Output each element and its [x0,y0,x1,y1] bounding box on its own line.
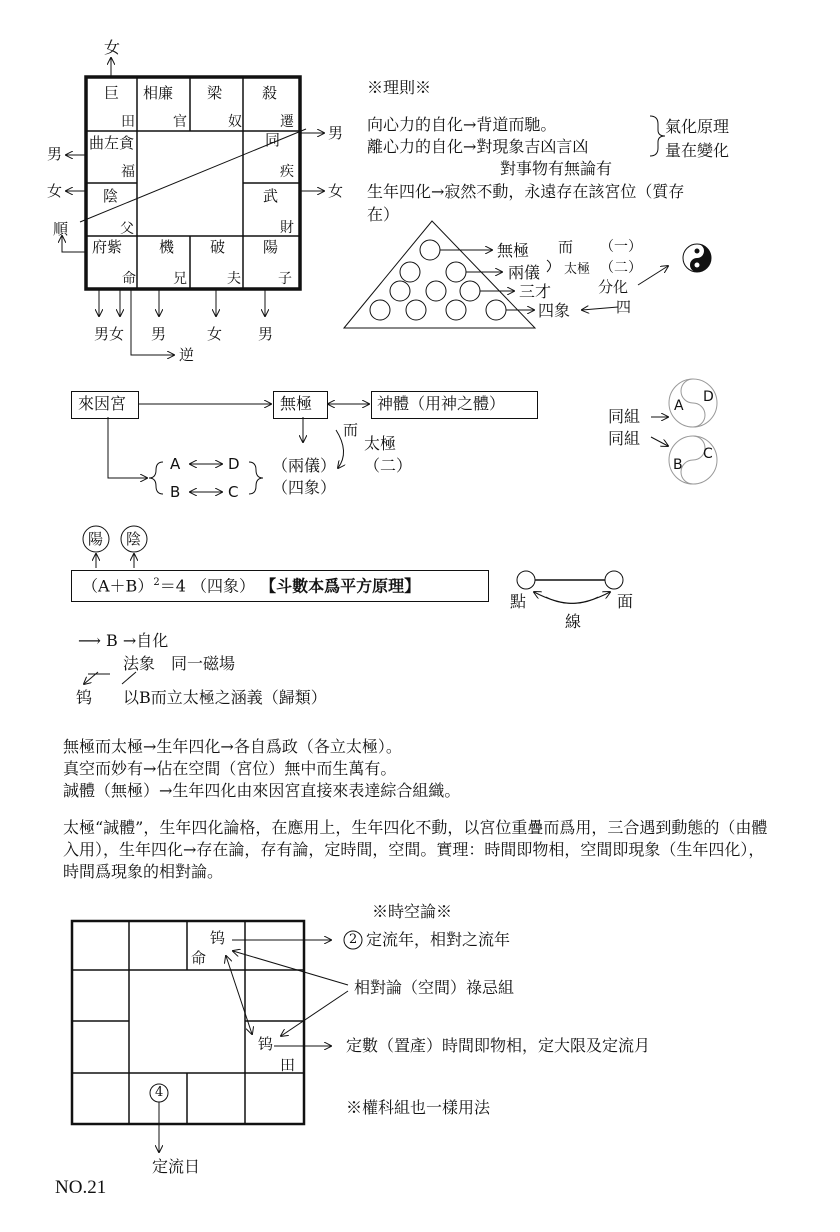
rules-line4a: 生年四化→寂然不動，永遠存在該宮位（質存 [367,182,685,201]
para-3: 誠體（無極）→生年四化由來因宮直接來表達綜合組織。 [63,781,461,800]
below-nannu: 男女 [94,325,125,343]
st-two: 2 [349,932,358,947]
tri-fenhua: 分化 [598,278,629,296]
tri-sancai: 三才 [519,282,552,301]
circle-c: C [703,446,713,462]
rules-line2: 離心力的自化→對現象吉凶言凶 [367,137,589,156]
cell-wu: 武 [263,187,279,205]
st-dingliuri: 定流日 [152,1157,201,1176]
rules-line1: 向心力的自化→背道而馳。 [367,115,557,134]
palace-fu: 福 [121,164,135,180]
flow-laiyin: 來因宮 [78,394,127,413]
para-4: 太極“誠體”，生年四化論格，在應用上，生年四化不動，以宮位重疊而爲用，三合遇到動態的（由體入用），生年四化→存在論，存有論，定時間，空間。實理：時間即物相，空間即現象（生年四化），時間爲現象的相對論。 [63,818,768,881]
palace-zi: 子 [278,271,292,287]
flow-sixiang: （四象） [272,478,337,497]
rules-brace2: 量在變化 [665,141,730,160]
st-zi2: 钨 [258,1035,274,1053]
rules-title: ※理則※ [367,78,432,97]
label-mian: 面 [617,592,634,611]
cell-yin: 陰 [103,187,119,205]
flow-shenti: 神體（用神之體） [377,394,506,413]
side-right-nan: 男 [328,124,344,142]
tri-taiji: 太極 [564,262,591,277]
tri-si: 四 [616,298,632,316]
label-xian: 線 [565,612,582,631]
circle-a: A [674,398,684,414]
palace-guan: 官 [173,114,187,130]
palace-ji: 疾 [280,164,294,180]
cell-xianglian: 相廉 [143,84,174,102]
cell-liang: 梁 [207,84,223,102]
cell-ji: 機 [159,238,175,256]
page-number: NO.21 [55,1177,107,1198]
formula-expression [82,578,420,594]
palace-tian: 田 [121,114,135,130]
cell-po: 破 [210,238,226,256]
flow-er: 而 [343,421,359,439]
tri-wuji: 無極 [497,241,530,260]
rules-line3: 對事物有無論有 [500,159,613,178]
flow-a: A [170,455,181,473]
st-label2: 相對論（空間）祿忌組 [354,978,515,997]
yinyang-icon [683,244,711,272]
palace-fu3: 夫 [227,271,241,287]
st-note: ※權科組也一樣用法 [346,1098,491,1117]
bnote-line2: 法象 同一磁場 [123,654,236,673]
cell-sha: 殺 [262,84,278,102]
tri-two: （二） [600,260,642,276]
cell-left1: 曲左貪 [89,134,135,152]
st-label1: 定流年，相對之流年 [366,930,511,949]
below-nan2: 男 [258,325,274,343]
spacetime-title: ※時空論※ [372,902,453,921]
side-right-nu: 女 [328,182,344,200]
st-tian: 田 [280,1056,296,1074]
side-left-shun: 順 [53,220,69,238]
st-four: 4 [155,1085,164,1100]
flow-d: D [228,455,240,473]
circle-d: D [703,389,714,405]
cell-yang: 陽 [263,238,279,256]
st-label3: 定數（置產）時間即物相，定大限及定流月 [346,1036,651,1055]
side-left-nan: 男 [47,145,63,163]
cell-fuzi: 府紫 [92,238,123,256]
flow-taiji: 太極 [364,434,397,453]
flow-wuji: 無極 [280,394,313,413]
label-ni: 逆 [179,346,195,364]
st-zi1: 钨 [210,929,226,947]
flow-c: C [228,483,239,501]
tri-one: （一） [600,239,642,255]
para-2: 真空而妙有→佔在空間（宮位）無中而生萬有。 [63,759,397,778]
flow-tongzu1: 同組 [608,407,641,426]
chart1-top-label: 女 [104,38,121,57]
label-dian: 點 [510,592,527,611]
formula-rest: ＝4 （四象） [159,576,255,596]
palace-nu: 奴 [228,114,242,130]
flow-er2: （二） [364,456,413,475]
tri-liangyi: 兩儀 [508,263,541,282]
formula-ab: （A＋B） [82,576,154,596]
palace-qian: 遷 [280,114,294,130]
bnote-line1: ⟶ B →自化 [78,631,169,650]
below-nu: 女 [207,325,223,343]
flow-tongzu2: 同組 [608,429,641,448]
formula-bold: 【斗數本爲平方原理】 [260,576,421,596]
st-ming: 命 [191,949,207,967]
below-nan: 男 [151,325,167,343]
cell-ju: 巨 [104,84,120,102]
palace-xiong: 兄 [173,271,187,287]
circle-b: B [673,457,683,473]
yang-label: 陽 [88,530,104,548]
bnote-line3: 以B而立太極之涵義（歸類） [123,688,327,707]
formula-sup: 2 [153,577,160,588]
palace-cai: 財 [280,220,294,236]
rules-brace1: 氣化原理 [665,117,730,136]
flow-b: B [170,483,181,501]
tri-er: 而 [558,238,574,256]
palace-fu2: 父 [120,221,134,237]
palace-ming: 命 [122,271,136,287]
yin-label: 陰 [126,530,142,548]
tri-sixiang: 四象 [538,301,571,320]
flow-liangyi: （兩儀） [272,456,337,475]
side-left-nu: 女 [47,182,63,200]
cell-tong: 同 [265,131,281,149]
bnote-zi: 钨 [76,688,93,707]
rules-line4b: 在） [367,205,400,224]
para-1: 無極而太極→生年四化→各自爲政（各立太極）。 [63,737,402,756]
